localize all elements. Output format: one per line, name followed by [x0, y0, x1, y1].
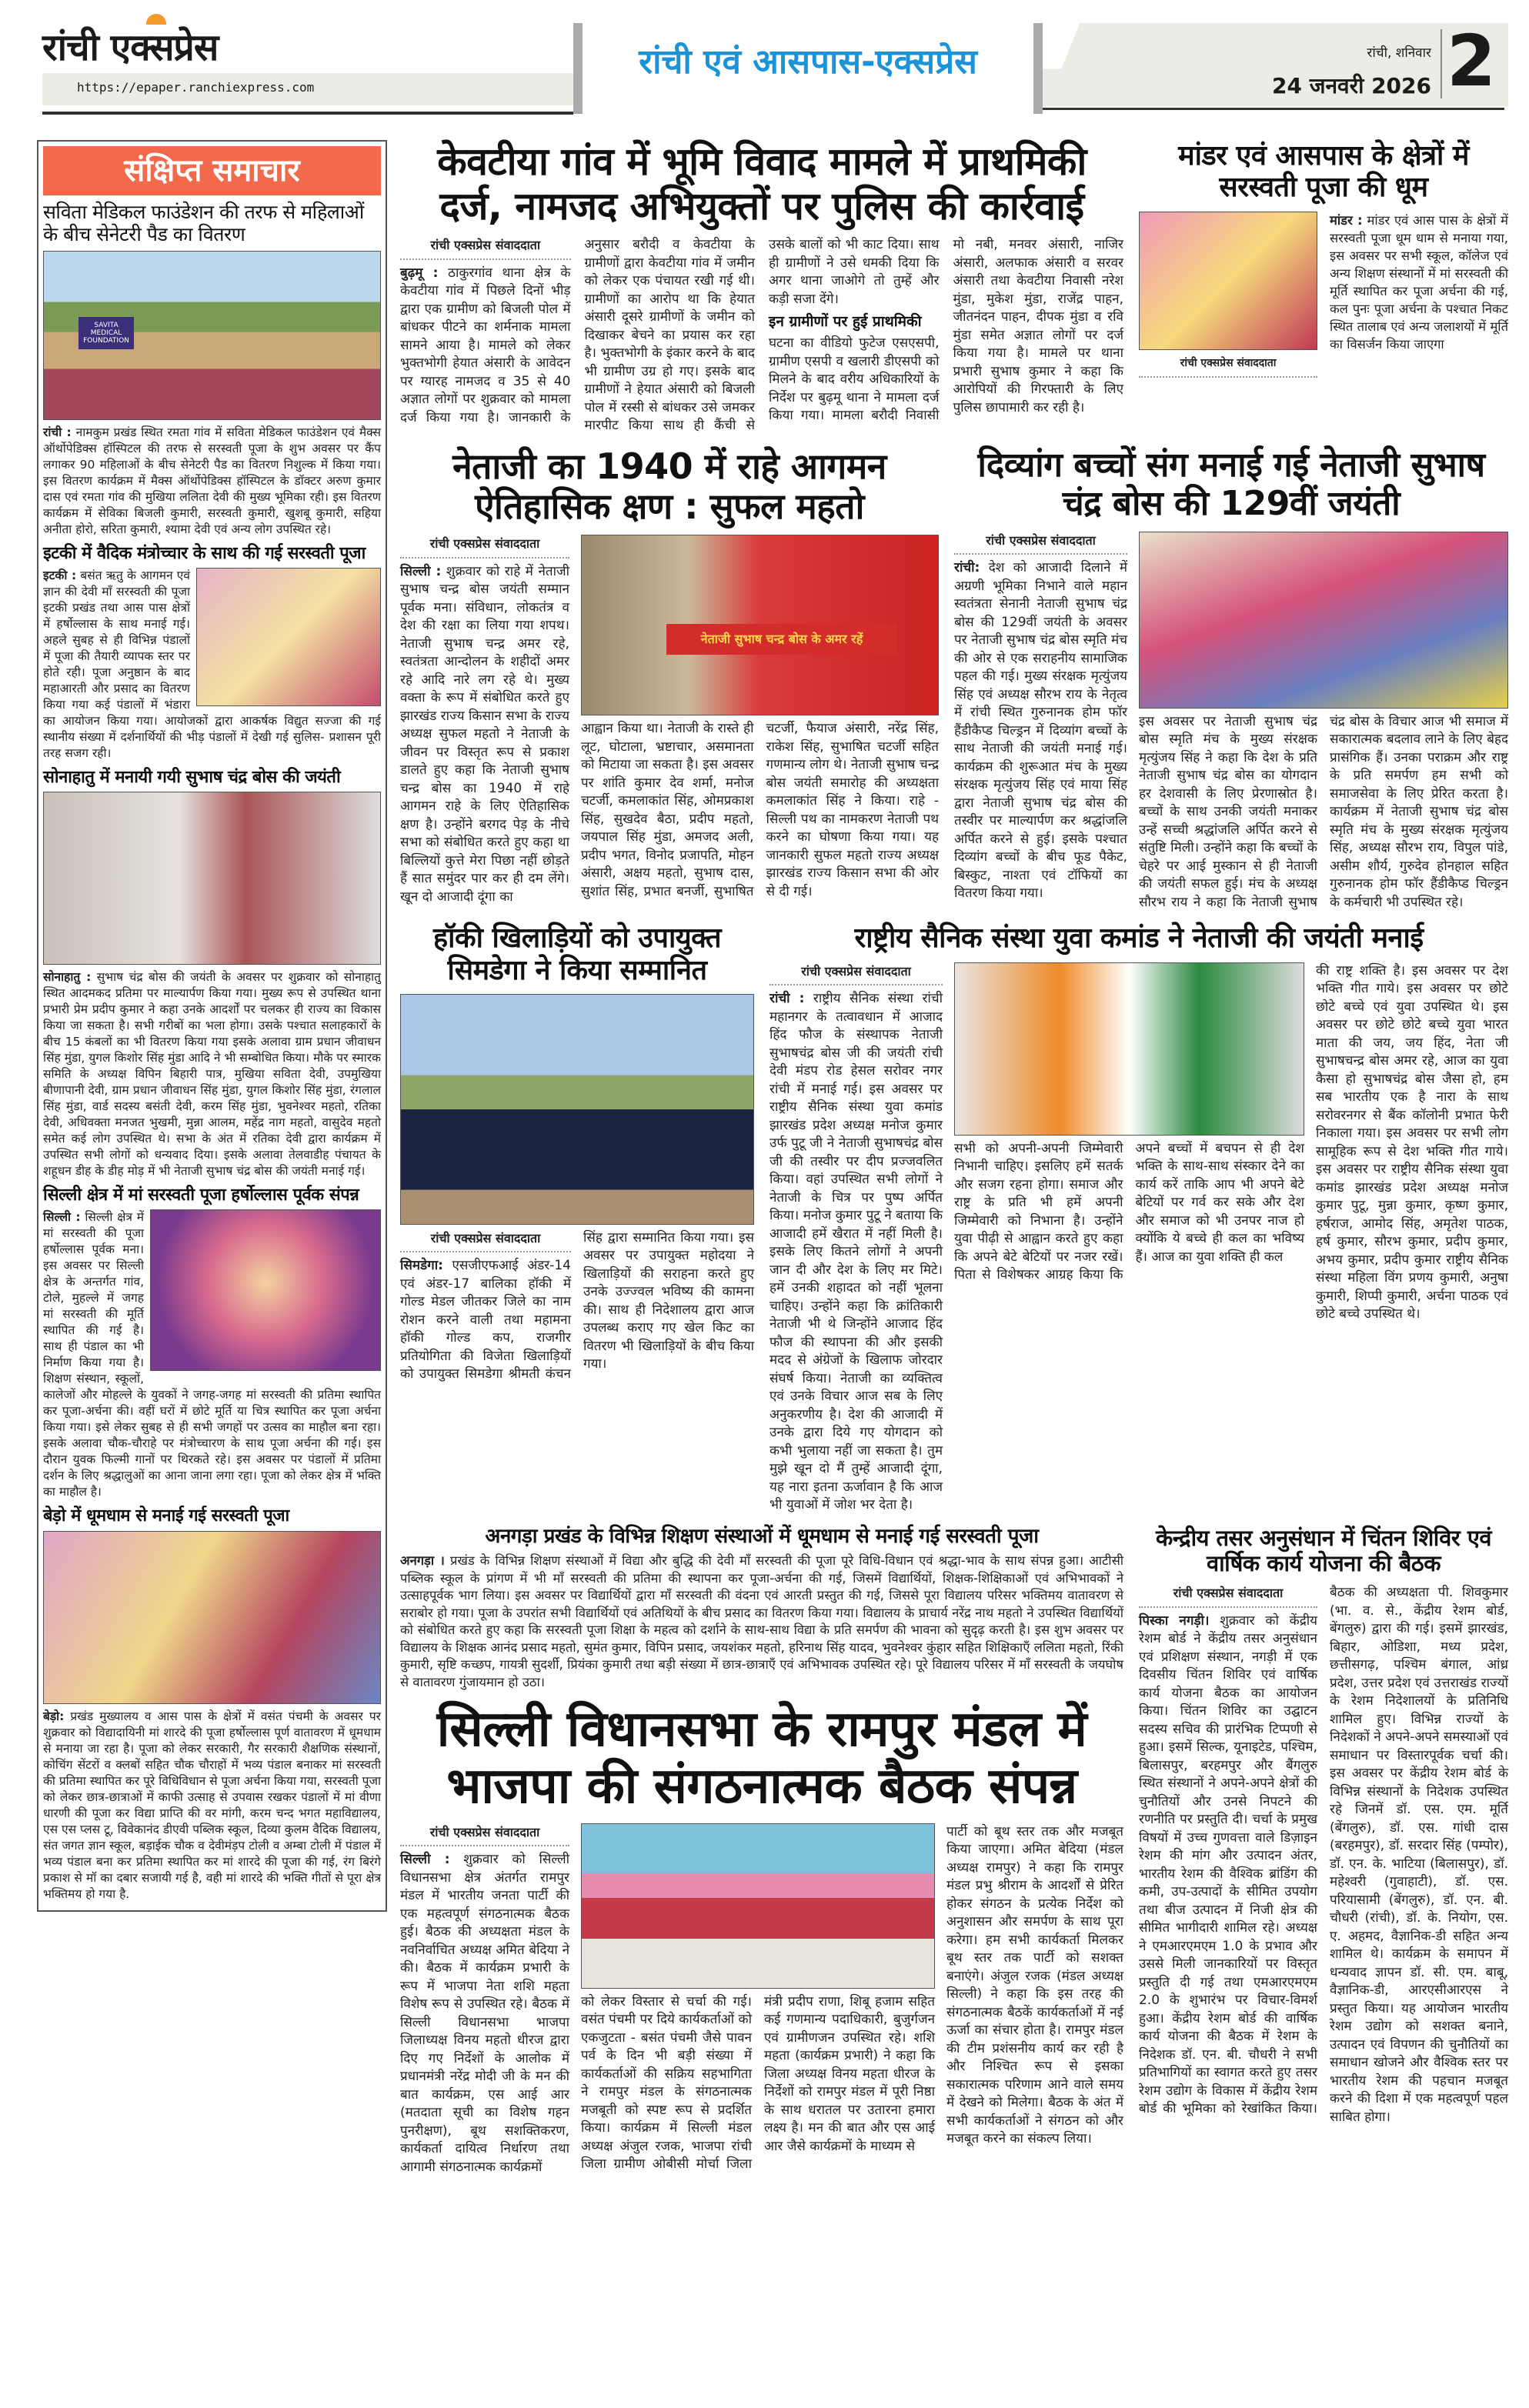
article-photo	[954, 962, 1304, 1136]
headline-mandar: मांडर एवं आसपास के क्षेत्रों में सरस्वती पूजा की धूम	[1178, 140, 1469, 204]
article-body: रांची एक्सप्रेस संवाददाता सिल्ली : शुक्रवार को राहे में नेताजी सुभाष चन्द्र बोस जयंती सम्मान पूर्वक मना। संविधान, लोकतंत्र व देश की रक्षा का लिया गया शपथ। नेताजी सुभाष चन्द्र अमर रहे, स्वतंत्रता आन्दोलन के शहीदों अमर रहे आदि नारे लग रहे थे। मुख्य वक्ता के रूप में संबोधित करते हुए झारखंड राज्य किसान सभा के राज्य अध्यक्ष सुफल महतो ने नेताजी के जीवन पर विस्तृत रूप से प्रकाश डालते हुए कहा कि नेताजी सुभाष चन्द्र बोस का 1940 में राहे आगमन राहे के लिए ऐतिहासिक क्षण है। उन्होंने बरगद पेड़ के नीचे सभा को संबोधित करते हुए कहा था बिल्लियों कुत्ते मेरा पिछा नहीं छोड़ते हैं सात समुंदर पार कर ही दम लेंगे। खून दो आजादी दूंगा का	[400, 536, 570, 905]
brief-title: संक्षिप्त समाचार	[43, 146, 381, 195]
brief-headline: बेड़ो में धूमधाम से मनाई गई सरस्वती पूजा	[43, 1506, 289, 1526]
brief-body: इटकी : बसंत ऋतु के आगमन एवं ज्ञान की देवी माँ सरस्वती की पूजा इटकी प्रखंड तथा आस पास क्षेत्रों में हर्षोल्लास के साथ मनाई गई। अहले सुबह से ही विभिन्न पंडालों में पूजा की तैयारी व्यापक स्तर पर होते रही। पूजा अनुष्ठान के बाद महाआरती और प्रसाद का वितरण किया गया कई पंडालों में भंडारा का आयोजन किया गया। आयोजकों द्वारा आकर्षक विद्युत सज्जा की गई स्थानीय संख्या में दर्शनार्थियों की भीड़ पंडालों में देखी गई सुलिस- प्रशासन पूरी तरह सजग रही।	[43, 568, 381, 760]
byline: रांची एक्सप्रेस संवाददाता	[400, 1823, 569, 1847]
byline: रांची एक्सप्रेस संवाददाता	[1139, 355, 1317, 378]
article-body: रांची एक्सप्रेस संवाददाता सिल्ली : शुक्रवार को सिल्ली विधानसभा क्षेत्र अंतर्गत रामपुर मंडल में भारतीय जनता पार्टी की एक महत्वपूर्ण संगठनात्मक बैठक हुई। बैठक की अध्यक्षता मंडल के नवनिर्वाचित अध्यक्ष अमित बेदिया ने की। बैठक में कार्यक्रम प्रभारी के रूप में भाजपा नेता शशि महता विशेष रूप से उपस्थित रहे। बैठक में सिल्ली विधानसभा भाजपा जिलाध्यक्ष विनय महतो धीरज द्वारा दिए गए निर्देशों के आलोक में प्रधानमंत्री नरेंद्र मोदी जी के मन की बात कार्यक्रम, एस आई आर (मतदाता सूची का विशेष गहन पुनरीक्षण), बूथ सशक्तिकरण, कार्यकर्ता दायित्व निर्धारण तथा आगामी संगठनात्मक कार्यक्रमों	[400, 1824, 569, 2175]
byline: रांची एक्सप्रेस संवाददाता	[400, 236, 571, 260]
article-divyang	[954, 446, 1508, 912]
byline: रांची एक्सप्रेस संवाददाता	[400, 1229, 571, 1253]
article-photo	[1139, 532, 1508, 709]
article-body: रांची एक्सप्रेस संवाददाता सिमडेगा: एसजीएफआई अंडर-14 एवं अंडर-17 बालिका हॉकी में गोल्ड मेडल जीतकर जिले का नाम रोशन करने वाली तथा महामना हॉकी गोल्ड कप, राजगीर प्रतियोगिता की विजेता खिलाड़ियों को उपायुक्त सिमडेगा श्रीमती कंचन सिंह द्वारा सम्मानित किया गया। इस अवसर पर उपायुक्त महोदया ने खिलाड़ियों की सराहना करते हुए उनके उज्ज्वल भविष्य की कामना की। साथ ही निदेशालय द्वारा आज उपलब्ध कराए गए खेल किट का वितरण भी खिलाड़ियों के बीच किया गया।	[400, 1229, 754, 1382]
article-angada	[400, 1526, 1123, 1692]
subheading: इन ग्रामीणों पर हुई प्राथमिकी	[769, 313, 922, 330]
headline-tasar: केन्द्रीय तसर अनुसंधान में चिंतन शिविर एवं वार्षिक कार्य योजना की बैठक	[1155, 1524, 1492, 1576]
brief-body: सिल्ली : सिल्ली क्षेत्र में मां सरस्वती की पूजा हर्षोल्लास पूर्वक मना। इस अवसर पर सिल्ली क्षेत्र के अन्तर्गत गांव, टोले, मुहल्ले में जगह मां सरस्वती की मूर्ति स्थापित की गई है। साथ ही पंडाल का भी निर्माण किया गया है। शिक्षण संस्थान, स्कूलों, कालेजों और मोहल्ले के युवकों ने जगह-जगह मां सरस्वती की प्रतिमा स्थापित कर पूजा-अर्चना की। वहीं घरों में छोटे मूर्ति या चित्र स्थापित कर पूजा अर्चना किया गया। इसे लेकर सुबह से ही सभी जगहों पर उत्सव का माहौल बना रहा। इसके अलावा चौक-चौराहे पर मंत्रोच्चारण के साथ पूजा अर्चना की गई। इस दौरान युवक फिल्मी गानों पर थिरकते रहे। इस अवसर पर पंडालों में प्रतिमा दर्शन के लिए श्रद्धालुओं का आना जाना लगा रहा। पूजा को लेकर क्षेत्र में भक्ति का माहौल है।	[43, 1210, 381, 1499]
brief-photo	[196, 568, 381, 706]
brief-photo	[43, 792, 381, 965]
logo[interactable]: रांची एक्सप्रेस	[42, 26, 219, 69]
article-photo	[1139, 212, 1317, 350]
article-photo	[581, 535, 939, 715]
brief-headline: सिल्ली क्षेत्र में मां सरस्वती पूजा हर्षोल्लास पूर्वक संपन्न	[43, 1186, 359, 1206]
banner-text: नेताजी सुभाष चन्द्र बोस के अमर रहें	[666, 624, 897, 655]
divider	[42, 112, 573, 115]
article-body: रांची एक्सप्रेस संवाददाता रांची : राष्ट्रीय सैनिक संस्था रांची महानगर के तत्वावधान में आजाद हिंद फौज के संस्थापक नेताजी सुभाषचंद्र बोस जी की जयंती रांची देवी मंडप रोड हेसल सरोवर नगर रांची में मनाई गई। इस अवसर पर राष्ट्रीय सैनिक संस्था युवा कमांड झारखंड प्रदेश अध्यक्ष मनोज कुमार उर्फ पुटू जी ने नेताजी सुभाषचंद्र बोस जी की तस्वीर पर दीप प्रज्जवलित किया। वहां उपस्थित सभी लोगों ने नेताजी के चित्र पर पुष्प अर्पित किया। मनोज कुमार पुटू ने बताया कि आजादी हमें खैरात में नहीं मिली है। इसके लिए कितने लोगों ने अपनी जान दी और देश के लिए मर मिटे। हमें उनकी शहादत को नहीं भूलना चाहिए। उन्होंने कहा कि क्रांतिकारी नेताजी भी थे जिन्होंने आजाद हिंद फौज की स्थापना की और इसकी मदद से अंग्रेजों के खिलाफ जोरदार संघर्ष किया। नेताजी का व्यक्तित्व एवं उनके विचार आज सब के लिए अनुकरणीय है। देश की आजादी में उनके द्वारा दिये गए योगदान को कभी भुलाया नहीं जा सकता है। तुम मुझे खून दो मैं तुम्हें आजादी दूंगा, यह नारा इतना ऊर्जावान है कि आज भी युवाओं में जोश भर देता है।	[770, 963, 943, 1513]
article-silli-bjp	[400, 1702, 1123, 2176]
section-title: रांची एवं आसपास-एक्सप्रेस	[639, 42, 977, 82]
news-row	[400, 922, 1508, 1514]
page-content	[37, 140, 1508, 2176]
article-body: रांची एक्सप्रेस संवाददाता मांडर : मांडर एवं आस पास के क्षेत्रों में सरस्वती पूजा धूम धाम से मनाया गया, इस अवसर पर सभी स्कूल, कॉलेज एवं अन्य शिक्षण संस्थानों में मां सरस्वती की मूर्ति स्थापित कर पूजा अर्चना की गई, कल पुनः पूजा अर्चना के पश्चात निकट स्थित तालाब एवं अन्य जलाशयों में मूर्ति का विसर्जन किया जाएगा	[1139, 212, 1508, 378]
brief-photo	[150, 1209, 381, 1371]
article-rashtriya-sainik	[770, 922, 1508, 1514]
article-body-continued: घटना का वीडियो फुटेज एसएसपी, ग्रामीण एसपी व खलारी डीएसपी को मिलने के बाद वरीय अधिकारियों के निर्देश पर बुढ़मू थाना ने मामला दर्ज किया गया। मामला बरौदी निवासी मो नबी, मनवर अंसारी, नाजिर अंसारी, अलफाक अंसारी व सरवर अंसारी तथा केवटीया निवासी नरेश मुंडा, मुकेश मुंडा, राजेंद्र पाहन, जीतनंदन पाहन, दीपक मुंडा व रवि मुंडा समेत अज्ञात लोगों पर दर्ज किया गया है। मामले पर थाना प्रभारी सुभाष कुमार ने कहा कि आरोपियों की गिरफ्तारी के लिए पुलिस छापामारी कर रही है।	[769, 237, 1123, 423]
news-row	[400, 446, 1508, 912]
banner-sign: SAVITA MEDICAL FOUNDATION	[78, 317, 134, 349]
headline-divyang: दिव्यांग बच्चों संग मनाई गई नेताजी सुभाष चंद्र बोस की 129वीं जयंती	[977, 445, 1485, 524]
article-body-continued: आह्वान किया था। नेताजी के रास्ते ही लूट, घोटाला, भ्रष्टाचार, असमानता को मिटाया जा सकता है। इस अवसर पर शांति कुमार देव शर्मा, मनोज चटर्जी, कमलाकांत सिंह, ओमप्रकाश सिंह, सुखदेव बैठा, प्रदीप महतो, जयपाल सिंह मुंडा, अमजद अली, प्रदीप भगत, विनोद प्रजापति, मोहन अंसारी, अक्षय महतो, सुभाष दास, सुशांत सिंह, प्रभात बनर्जी, सुभाषित चटर्जी, फैयाज अंसारी, नरेंद्र सिंह, राकेश सिंह, सुभाषित चटर्जी सहित गणमान्य लोग थे। नेताजी सुभाष चन्द्र बोस जयंती समारोह की अध्यक्षता कमलाकांत सिंह ने किया। राहे - सिल्ली पथ का नामकरण नेताजी पथ करने का घोषणा किया गया। यह जानकारी सुफल महतो राज्य अध्यक्ष झारखंड राज्य किसान सभा की ओर से दी गई।	[581, 721, 939, 899]
article-body: अनगड़ा । प्रखंड के विभिन्न शिक्षण संस्थाओं में विद्या और बुद्धि की देवी माँ सरस्वती की पूजा पूरे विधि-विधान एवं श्रद्धा-भाव के साथ संपन्न हुआ। आटीसी पब्लिक स्कूल के प्रांगण में भी माँ सरस्वती की प्रतिमा की स्थापना कर पूजा-अर्चना की गई, जिसमें विद्यार्थियों, शिक्षक-शिक्षिकाओं एवं अभिभावकों ने उत्साहपूर्वक भाग लिया। इस अवसर पर विद्यार्थियों द्वारा माँ सरस्वती की वंदना एवं आरती प्रस्तुत की गई, जिससे पूरा विद्यालय परिसर भक्तिमय वातावरण से सराबोर हो गया। पूजा के उपरांत सभी विद्यार्थियों एवं अतिथियों के बीच प्रसाद का वितरण किया गया। विद्यालय के प्राचार्य नरेंद्र नाथ महतो ने उपस्थित विद्यार्थियों को संबोधित करते हुए कहा कि सरस्वती पूजा शिक्षा के महत्व को दर्शाने के साथ-साथ विद्या के प्रति समर्पण की भावना को सुदृढ़ करती है। इस शुभ अवसर पर विद्यालय के शिक्षक आनंद प्रसाद महतो, सुमंत कुमार, विपिन प्रसाद, जयशंकर महतो, हरिनाथ सिंह यादव, भुवनेश्वर कुंहार सहित शिक्षिकाएँ ललिता महतो, रिंकी कुमारी, सृष्टि कच्छप, गायत्री सुदर्शी, प्रियंका कुमारी तथा बड़ी संख्या में छात्र-छात्राएँ एवं अभिभावक उपस्थित रहे। पूरे विद्यालय परिसर में माँ सरस्वती के जयघोष से वातावरण गुंजायमान हो उठा।	[400, 1553, 1123, 1689]
article-body-continued: पार्टी को बूथ स्तर तक और मजबूत किया जाएगा। अमित बेदिया (मंडल अध्यक्ष रामपुर) ने कहा कि रामपुर मंडल प्रभु श्रीराम के आदर्शों से प्रेरित होकर संगठन के प्रत्येक निर्देश को अनुशासन और समर्पण के साथ पूरा करेगा। हम सभी कार्यकर्ता मिलकर बूथ स्तर तक पार्टी को सशक्त बनाएंगे। अंजुल रजक (मंडल अध्यक्ष सिल्ली) ने कहा कि इस तरह की संगठनात्मक बैठकें कार्यकर्ताओं में नई ऊर्जा का संचार होता है। रामपुर मंडल की टीम प्रशंसनीय कार्य कर रही है और निश्चित रूप से इसका सकारात्मक परिणाम आने वाले समय में देखने को मिलेगा। बैठक के अंत में सभी कार्यकर्ताओं ने संगठन को और मजबूत करने का संकल्प लिया।	[946, 1823, 1123, 2147]
news-stack	[400, 1526, 1123, 2177]
byline: रांची एक्सप्रेस संवाददाता	[400, 535, 569, 559]
article-body-continued: सभी को अपनी-अपनी जिम्मेवारी निभानी चाहिए। इसलिए हमें सतर्क और सजग रहना होगा। समाज और राष्ट्र के प्रति भी हमें अपनी जिम्मेवारी को निभाना है। उन्होंने युवा पीढ़ी से आह्वान करते हुए कहा कि अपने बेटे बेटियों पर नजर रखें। पिता से विशेषकर आग्रह किया कि अपने बच्चों में बचपन से ही देश भक्ति के साथ-साथ संस्कार देने का कार्य करें ताकि आप भी अपने बेटे बेटियों पर गर्व कर सके और देश और समाज को भी उनपर नाज हो क्योंकि ये बच्चे ही कल का भविष्य हैं। आज का युवा शक्ति ही कल	[954, 1140, 1304, 1283]
brief-headline: सोनाहातु में मनायी गयी सुभाष चंद्र बोस की जयंती	[43, 767, 341, 787]
article-body: रांची एक्सप्रेस संवाददाता पिस्का नगड़ी। शुक्रवार को केंद्रीय रेशम बोर्ड ने केंद्रीय तसर अनुसंधान एवं प्रशिक्षण संस्थान, नगड़ी में एक दिवसीय चिंतन शिविर एवं वार्षिक कार्य योजना बैठक का आयोजन किया। चिंतन शिविर का उद्घाटन सदस्य सचिव की प्रारंभिक टिप्पणी से हुआ। इसमें सिल्क, यूनाइटेड, पश्चिम, बिलासपुर, बरहमपुर और बैंगलुरु स्थित संस्थानों ने अपने-अपने क्षेत्रों की चुनौतियों और उनसे निपटने की रणनीति पर प्रस्तुति दी। चर्चा के प्रमुख विषयों में उच्च गुणवत्ता वाले डिज़ाइन रेशम की मांग और उत्पादन अंतर, भारतीय रेशम की वैश्विक ब्रांडिंग की कमी, उप-उत्पादों के सीमित उपयोग तथा बीज उत्पादन में निजी क्षेत्र की सीमित भागीदारी शामिल रहे। अध्यक्ष ने एमआरएमएम 1.0 के प्रभाव और उससे मिली जानकारियों पर विस्तृत प्रस्तुति दी गई तथा एमआरएमएम 2.0 के शुभारंभ पर विचार-विमर्श हुआ। केंद्रीय रेशम बोर्ड की वार्षिक कार्य योजना की बैठक में रेशम के निदेशक डॉ. एन. बी. चौधरी ने सभी प्रतिभागियों का स्वागत करते हुए तसर रेशम उद्योग के विकास में केंद्रीय रेशम बोर्ड की भूमिका को रेखांकित किया। बैठक की अध्यक्षता पी. शिवकुमार (भा. व. से., केंद्रीय रेशम बोर्ड, बेंगलुरु) द्वारा की गई। इसमें झारखंड, बिहार, ओडिशा, मध्य प्रदेश, छत्तीसगढ़, पश्चिम बंगाल, आंध्र प्रदेश, उत्तर प्रदेश एवं उत्तराखंड राज्यों के रेशम निदेशालयों के प्रतिनिधि शामिल हुए। विभिन्न राज्यों के निदेशकों ने अपने-अपने समस्याओं एवं समाधान पर विस्तारपूर्वक चर्चा की। इस अवसर पर केंद्रीय रेशम बोर्ड के विभिन्न संस्थानों के निदेशक उपस्थित रहे जिनमें डॉ. एस. एम. मूर्ति (बेंगलुरु), डॉ. एस. गांधी दास (बरहमपुर), डॉ. सरदार सिंह (पम्पोर), डॉ. एन. के. भाटिया (बिलासपुर), डॉ. महेश्वरी (गुवाहाटी), डॉ. एस. परियासामी (बेंगलुरु), डॉ. एन. बी. चौधरी (रांची), डॉ. के. नियोग, एस. ए. अहमद, वैज्ञानिक-डी सहित अन्य शामिल थे। कार्यक्रम के समापन में धन्यवाद ज्ञापन डॉ. सी. एम. बाबू, वैज्ञानिक-डी, आरएसीआरएस ने प्रस्तुत किया। यह आयोजन भारतीय रेशम उद्योग को सशक्त बनाने, उत्पादन एवं विपणन की चुनौतियों का समाधान खोजने और वैश्विक स्तर पर भारतीय रेशम की पहचान मजबूत करने की दिशा में एक महत्वपूर्ण पहल साबित होगा।	[1139, 1585, 1508, 2125]
divider	[1043, 108, 1504, 110]
divider	[1441, 29, 1442, 98]
article-kevtiya	[400, 140, 1123, 435]
brief-photo	[43, 1531, 381, 1704]
article-photo	[400, 994, 754, 1225]
headline-netaji-rahe: नेताजी का 1940 में राहे आगमन ऐतिहासिक क्षण : सुफल महतो	[452, 445, 886, 528]
article-body-continued: को लेकर विस्तार से चर्चा की गई। वसंत पंचमी पर दिये कार्यकर्ताओं को एकजुटता - बसंत पंचमी जैसे पावन पर्व के दिन भी बड़ी संख्या में कार्यकर्ताओं की सक्रिय सहभागिता ने रामपुर मंडल के संगठनात्मक मजबूती को स्पष्ट रूप से प्रदर्शित किया। कार्यक्रम में सिल्ली मंडल अध्यक्ष अंजुल रजक, भाजपा रांची जिला ग्रामीण ओबीसी मोर्चा जिला मंत्री प्रदीप राणा, शिबू हजाम सहित कई गणमान्य पदाधिकारी, बुजुर्गजन एवं ग्रामीणजन उपस्थित रहे। शशि महता (कार्यक्रम प्रभारी) ने कहा कि जिला अध्यक्ष विनय महता धीरज के निर्देशों को रामपुर मंडल में पूरी निष्ठा के साथ धरातल पर उतारना हमारा लक्ष्य है। मन की बात और एस आई आर जैसे कार्यक्रमों के माध्यम से	[581, 1993, 935, 2173]
brief-news-box	[37, 140, 387, 1912]
article-tasar	[1139, 1526, 1508, 2127]
headline-hockey: हॉकी खिलाड़ियों को उपायुक्त सिमडेगा ने किया सम्मानित	[433, 922, 721, 986]
byline: रांची एक्सप्रेस संवाददाता	[770, 962, 943, 986]
article-photo	[581, 1823, 935, 1989]
news-row	[400, 140, 1508, 435]
brief-headline: सविता मेडिकल फाउंडेशन की तरफ से महिलाओं के बीच सेनेटरी पैड का वितरण	[43, 201, 364, 245]
sun-icon	[146, 14, 166, 25]
city-day: रांची, शनिवार	[1367, 45, 1431, 61]
article-mandar	[1139, 140, 1508, 378]
website-url[interactable]: https://epaper.ranchiexpress.com	[77, 80, 315, 95]
headline-angada: अनगड़ा प्रखंड के विभिन्न शिक्षण संस्थाओं में धूमधाम से मनाई गई सरस्वती पूजा	[485, 1524, 1039, 1548]
brief-body: सोनाहातु : सुभाष चंद्र बोस की जयंती के अवसर पर शुक्रवार को सोनाहातु स्थित आदमकद प्रतिमा पर माल्यार्पण किया गया। मुख्य रूप से उपस्थित थाना प्रभारी प्रेम प्रदीप कुमार ने कहा उनके आदर्शों पर चलकर ही राज्य का विकास किया जा सकता है। सभी गरीबों का भला होगा। उसके पश्चात सलाहकारों के बीच 15 कंबलों का भी वितरण किया गया इसके अलावा ग्राम प्रधान जीवाधन सिंह मुंडा, युगल किशोर सिंह मुंडा आदि ने भी सम्बोधित किया। मौके पर स्मारक समिति के अध्यक्ष विपिन बिहारी पात्र, मुखिया सविता देवी, उपमुखिया बीणापानी देवी, ग्राम प्रधान जीवाधन सिंह मुंडा, युगल किशोर सिंह मुंडा, रंगलाल सिंह मुंडा, वार्ड सदस्य बसंती देवी, करम सिंह मुंडा, भुवनेश्वर महतो, रतिका देवी, अधिवक्ता मनजत भुखमी, मुन्ना आलम, महेंद्र नाग महतो, वासुदेव महतो समेत कई लोग उपस्थित थे। सभा के अंत में रतिका देवी द्वारा कार्यक्रम में उपस्थित सभी लोगों को धन्यवाद दिया। इसके अलावा तेलवाडीह पंचायत के शहूधन डीह के डीह मोड़ में भी नेताजी सुभाष चंद्र बोस की जयंती मनाई गई।	[43, 970, 381, 1179]
article-hockey	[400, 922, 754, 1384]
brief-body: बेड़ो: प्रखंड मुख्यालय व आस पास के क्षेत्रों में वसंत पंचमी के अवसर पर शुक्रवार को विद्यादायिनी मां शारदे की पूजा हर्षोल्लास पूर्ण वातावरण में धूमधाम से मनाया जा रहा है। पूजा को लेकर सरकारी, गैर सरकारी शैक्षणिक संस्थानों, कोचिंग सेंटरों व क्लबों सहित चौक चौराहों में भव्य पंडाल बनाकर मां सरस्वती की प्रतिमा स्थापित कर पूरे विधिविधान से पूजा अर्चना किया गया, सरस्वती पूजा को लेकर छात्र-छात्राओं में काफी उत्साह से उपवास रखकर पंडालों में मां वीणा धारणी की पूजा कर विद्या प्राप्ति की वर मांगी, करम चन्द भगत महाविद्यालय, एस एस प्लस टू, विवेकानंद डीएवी पब्लिक स्कूल, दिव्या कुलम वैदिक विद्यालय, संत जगत ज्ञान स्कूल, बड़ाईक चौक व देवीमंड़प टोली व अम्बा टोली में पंडाल में भव्य पंडाल बना कर प्रतिमा स्थापित कर मां शारदे की पूजा की गई, रंग बिरंगे प्रकाश से मॉ का दबार सजायी गई है, वही मां शारदे की भक्ति गीतों से पूरा क्षेत्र भक्तिमय हो गया है.	[43, 1709, 381, 1901]
byline: रांची एक्सप्रेस संवाददाता	[1139, 1584, 1317, 1608]
article-body: रांची एक्सप्रेस संवाददाता रांची: देश को आजादी दिलाने में अग्रणी भूमिका निभाने वाले महान स्वतंत्रता सेनानी नेताजी सुभाष चंद्र बोस की 129वीं जयंती के अवसर पर नेताजी सुभाष चंद्र बोस स्मृति मंच की ओर से एक सराहनीय सामाजिक पहल की गई। मुख्य संरक्षक मृत्युंजय सिंह एवं अध्यक्ष सौरभ राय के नेतृत्व में रांची स्थित गुरुनानक होम फॉर हैंडीकैप्ड चिल्ड्रन में दिव्यांग बच्चों के साथ नेताजी की जयंती मनाई गई। कार्यक्रम की शुरूआत मंच के मुख्य संरक्षक मृत्युंजय सिंह एवं माया सिंह द्वारा नेताजी सुभाष चंद्र बोस की तस्वीर पर माल्यार्पण कर श्रद्धांजलि अर्पित करने से हुई। इसके पश्चात दिव्यांग बच्चों के बीच फूड पैकेट, बिस्कुट, नाश्ता एवं टॉफियों का वितरण किया गया।	[954, 532, 1128, 902]
page-number: 2	[1447, 20, 1497, 102]
main-news-area	[400, 140, 1508, 2176]
headline-kevtiya: केवटीया गांव में भूमि विवाद मामले में प्राथमिकी दर्ज, नामजद अभियुक्तों पर पुलिस की कार्रवाई	[437, 139, 1087, 228]
brief-headline: इटकी में वैदिक मंत्रोच्चार के साथ की गई सरस्वती पूजा	[43, 543, 366, 563]
article-netaji-rahe	[400, 446, 939, 907]
news-row	[400, 1526, 1508, 2177]
issue-date: 24 जनवरी 2026	[1272, 73, 1431, 98]
article-body-continued: इस अवसर पर नेताजी सुभाष चंद्र बोस स्मृति मंच के मुख्य संरक्षक मृत्युंजय सिंह ने कहा कि देश के प्रति नेताजी सुभाष चंद्र बोस का योगदान हर देशवासी के लिए प्रेरणास्रोत है। बच्चों के साथ उनकी जयंती मनाकर उन्हें सच्ची श्रद्धांजलि अर्पित करने से संतुष्टि मिली। उन्होंने कहा कि बच्चों के चेहरे पर आई मुस्कान से ही नेताजी की जयंती सफल हुई। मंच के अध्यक्ष सौरभ राय ने कहा कि नेताजी सुभाष चंद्र बोस के विचार आज भी समाज में सकारात्मक बदलाव लाने के लिए बेहद प्रासंगिक हैं। उनका पराक्रम और राष्ट्र के प्रति समर्पण हम सभी को समाजसेवा के लिए प्रेरित करता है। कार्यक्रम में नेताजी सुभाष चंद्र बोस स्मृति मंच के मुख्य संरक्षक मृत्युंजय सिंह, अध्यक्ष सौरभ राय, विपुल पांडे, असीम शौर्य, गुरुदेव होनहाल सहित गुरुनानक होम फॉर हैंडीकैप्ड चिल्ड्रन के कर्मचारी भी उपस्थित रहे।	[1139, 713, 1508, 910]
headline-rashtriya-sainik: राष्ट्रीय सैनिक संस्था युवा कमांड ने नेताजी की जयंती मनाई	[854, 922, 1424, 955]
brief-photo	[43, 251, 381, 420]
article-body-continued: की राष्ट्र शक्ति है। इस अवसर पर देश भक्ति गीत गाये। इस अवसर पर छोटे छोटे बच्चे एवं युवा उपस्थित थे। इस अवसर पर छोटे छोटे बच्चे युवा भारत माता की जय, जय हिंद, नेता जी सुभाषचन्द्र बोस अमर रहे, आज का युवा कैसा हो सुभाषचंद्र बोस जैसा हो, हम सब भारतीय एक है नारा के साथ सरोवरनगर से बैंक कॉलोनी प्रभात फेरी निकाला गया। इस अवसर पर सभी लोग सामूहिक रूप से देश भक्ति गीत गाये। इस अवसर पर राष्ट्रीय सैनिक संस्था युवा कमांड झारखंड प्रदेश अध्यक्ष मनोज कुमार पुटू, मुन्ना कुमार, कृष्ण कुमार, हर्षराज, आमोद सिंह, अमृतेश पाठक, हर्ष कुमार, सौरभ कुमार, प्रदीप कुमार, अभय कुमार, प्रदीप कुमार राष्ट्रीय सैनिक संस्था महिला विंग प्रणय कुमारी, अनुषा कुमारी, शिप्पी कुमारी, अर्चना पाठक एवं छोटे बच्चे उपस्थित थे।	[1316, 962, 1508, 1322]
headline-silli-bjp: सिल्ली विधानसभा के रामपुर मंडल में भाजपा की संगठनात्मक बैठक संपन्न	[436, 1701, 1087, 1816]
brief-body: रांची : नामकुम प्रखंड स्थित रमता गांव में सविता मेडिकल फाउंडेशन एवं मैक्स ऑर्थोपेडिक्स हॉस्पिटल की तरफ से सरस्वती पूजा के शुभ अवसर पर कैंप लगाकर 90 महिलाओं के बीच सेनेटरी पैड का वितरण निशुल्क में किया गया। इस वितरण कार्यक्रम में मैक्स ऑर्थोपेडिक्स हॉस्पिटल के डॉक्टर अरुण कुमार दास एवं रमता गांव की मुखिया ललिता देवी की मुख्य भूमिका रही। इस वितरण कार्यक्रम में सेविका बिजली कुमारी, सरस्वती कुमारी, खुशबू कुमारी, सहिया अनीता होरो, सरिता कुमारी, श्यामा देवी एवं अन्य लोग उपस्थित रहे।	[43, 425, 381, 536]
article-body: रांची एक्सप्रेस संवाददाता बुढ़मू : ठाकुरगांव थाना क्षेत्र के केवटीया गांव में पिछले दिनों भीड़ द्वारा एक ग्रामीण को बिजली पोल में बांधकर पीटने का शर्मनाक मामला सामने आया है। मामले को लेकर भुक्तभोगी हेयात अंसारी के आवेदन पर ग्यारह नामजद व 35 से 40 अज्ञात लोगों पर शुक्रवार को मामला दर्ज किया गया है। जानकारी के अनुसार बरौदी व केवटीया के ग्रामीणों द्वारा केवटीया गांव में जमीन को लेकर एक पंचायत रखी गई थी। ग्रामीणों का आरोप था कि हेयात अंसारी दूसरे ग्रामीणों के जमीन को दिखाकर बेचने का प्रयास कर रहा है। भुक्तभोगी के इंकार करने के बाद भी ग्रामीण उग्र हो गए। इसके बाद ग्रामीणों ने हेयात अंसारी को बिजली पोल में रस्सी से बांधकर उसे जमकर मारपीट किया साथ ही कैंची से उसके बालों को भी काट दिया। साथ ही ग्रामीणों ने उसे धमकी दिया कि अगर थाना जाओगे तो तुम्हें और कड़ी सजा देंगे। इन ग्रामीणों पर हुई प्राथमिकी घटना का वीडियो फुटेज एसएसपी, ग्रामीण एसपी व खलारी डीएसपी को मिलने के बाद वरीय अधिकारियों के निर्देश पर बुढ़मू थाना ने मामला दर्ज किया गया। मामला बरौदी निवासी मो नबी, मनवर अंसारी, नाजिर अंसारी, अलफाक अंसारी व सरवर अंसारी तथा केवटीया निवासी नरेश मुंडा, मुकेश मुंडा, राजेंद्र पाहन, जीतनंदन पाहन, दीपक मुंडा व रवि मुंडा समेत अज्ञात लोगों पर दर्ज किया गया है। मामले पर थाना प्रभारी सुभाष कुमार ने कहा कि आरोपियों की गिरफ्तारी के लिए पुलिस छापामारी कर रही है।	[400, 237, 1123, 433]
byline: रांची एक्सप्रेस संवाददाता	[954, 532, 1127, 555]
